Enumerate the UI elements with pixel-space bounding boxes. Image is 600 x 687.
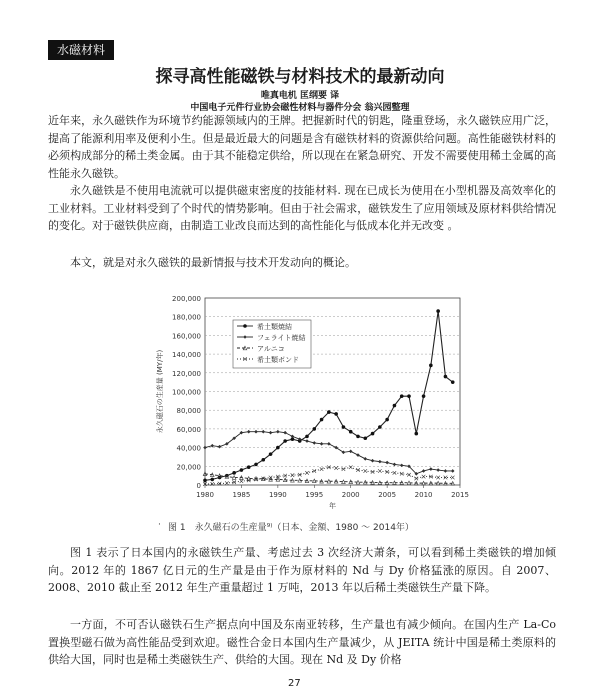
- data-point: [407, 473, 411, 477]
- data-point: [320, 418, 324, 422]
- chart-svg: [140, 290, 500, 510]
- y-tick-label: 0: [196, 482, 201, 490]
- data-point: [371, 432, 375, 436]
- y-tick-label: 200,000: [172, 295, 201, 303]
- data-point: [356, 453, 360, 457]
- data-point: [393, 404, 397, 408]
- data-point: [400, 464, 404, 468]
- legend-label: 希土類ボンド: [257, 356, 299, 364]
- data-point: [327, 442, 331, 446]
- data-point: [385, 461, 389, 465]
- paragraph-magnet-definition: 永久磁铁是不使用电流就可以提供磁束密度的技能材料. 现在已成长为使用在小型机器及高效率化的工业材料。工业材料受到了个时代的情势影响。但由于社会需求，磁铁发生了应用领域及原材料供给情况的变化。对于磁铁供应商，由制造工业改良而达到的高性能化与低成本化并无改变 。: [48, 184, 556, 233]
- data-point: [305, 435, 309, 439]
- y-tick-label: 60,000: [176, 425, 201, 434]
- data-point: [283, 431, 287, 435]
- data-point: [312, 441, 316, 445]
- data-point: [393, 463, 397, 467]
- data-point: [305, 439, 309, 443]
- data-point: [210, 444, 214, 448]
- data-point: [385, 418, 389, 422]
- data-point: [436, 309, 440, 313]
- paragraph-figure-discussion: 图 1 表示了日本国内的永磁铁生产量、考虑过去 3 次经济大萧条，可以看到稀土类磁铁的增加倾向。2012 年的 1867 亿日元的生产量是由于作为原材料的 Nd 与 Dy 价格猛涨的原因。自 2007、2008、2010 截止至 2012 年生产重量超过 1 万吨，2013 年以后稀土类磁铁生产量下降。: [48, 546, 556, 595]
- legend-label: 希土類焼結: [257, 323, 292, 331]
- data-point: [444, 375, 448, 379]
- data-point: [269, 476, 273, 480]
- data-point: [422, 394, 426, 398]
- x-tick-label: 2010: [414, 491, 433, 499]
- data-point: [349, 465, 353, 469]
- legend-label: アルニコ: [257, 345, 285, 353]
- y-tick-label: 20,000: [176, 463, 201, 472]
- data-point: [276, 446, 280, 450]
- data-point: [225, 481, 229, 485]
- figure-caption-text: 图 1 永久磁石の生産量⁹⁾（日本、金額、1980 ～ 2014年）: [168, 523, 414, 533]
- data-point: [429, 364, 433, 368]
- data-point: [363, 469, 367, 473]
- data-point: [422, 469, 426, 473]
- data-point: [327, 410, 331, 414]
- data-point: [283, 439, 287, 443]
- paragraph-production-shift: 一方面，不可否认磁铁石生产据点向中国及东南亚转移，生产量也有减少倾向。在国内生产 La-Co 置换型磁石做为高性能品受到欢迎。磁性合金日本国内生产量减少，从 JEITA 统计中国是稀土类原料的供给大国，同时也是稀土类磁铁生产、供给的大国。现在 Nd 及 Dy 价格: [48, 618, 556, 667]
- data-point: [243, 324, 247, 328]
- data-point: [349, 430, 353, 434]
- data-point: [363, 457, 367, 461]
- data-point: [276, 430, 280, 434]
- data-point: [247, 430, 251, 434]
- data-point: [451, 476, 455, 480]
- data-point: [363, 436, 367, 440]
- data-point: [436, 476, 440, 480]
- data-point: [240, 468, 244, 472]
- data-point: [269, 452, 273, 456]
- data-point: [393, 471, 397, 475]
- y-tick-label: 80,000: [176, 407, 201, 416]
- data-point: [356, 435, 360, 439]
- page-number: 27: [288, 678, 301, 687]
- data-point: [269, 431, 273, 435]
- data-point: [334, 466, 338, 470]
- x-tick-label: 2000: [341, 491, 360, 499]
- data-point: [240, 479, 244, 483]
- y-tick-label: 160,000: [172, 332, 201, 341]
- data-point: [429, 467, 433, 471]
- y-tick-label: 120,000: [172, 369, 201, 378]
- y-tick-label: 140,000: [172, 351, 201, 360]
- data-point: [451, 380, 455, 384]
- section-tag: 水磁材料: [48, 40, 114, 60]
- x-tick-label: 2005: [378, 491, 397, 499]
- data-point: [218, 445, 222, 449]
- data-point: [422, 475, 426, 479]
- data-point: [378, 425, 382, 429]
- y-tick-label: 100,000: [172, 388, 201, 397]
- data-point: [320, 442, 324, 446]
- data-point: [378, 460, 382, 464]
- data-point: [342, 425, 346, 429]
- paragraph-intro: 近年来，永久磁铁作为环境节约能源领域内的王牌。把握新时代的钥匙，隆重登场，永久磁铁应用广泛，提高了能源利用率及便利小生。但是最近最大的问题是含有磁铁材料的资源供给问题。高性能磁铁材料的必须构成部分的稀土类金属。由于其不能稳定供给，所以现在在紧急研究、开发不需要使用稀土金属的高性能永久磁铁。: [48, 114, 556, 180]
- data-point: [451, 469, 455, 473]
- data-point: [203, 446, 207, 450]
- data-point: [371, 459, 375, 463]
- caption-bullet: ·: [158, 520, 161, 530]
- figure-caption: [158, 520, 414, 533]
- x-tick-label: 1985: [232, 491, 251, 499]
- data-point: [378, 469, 382, 473]
- data-point: [400, 394, 404, 398]
- data-point: [349, 450, 353, 454]
- legend-label: フェライト焼結: [257, 334, 306, 342]
- authors-line: 唯真电机 匡纲要 译: [260, 91, 340, 101]
- data-point: [291, 435, 295, 439]
- article-title: 探寻高性能磁铁与材料技术的最新动向: [155, 67, 445, 87]
- data-point: [407, 394, 411, 398]
- data-point: [254, 463, 258, 467]
- data-point: [232, 471, 236, 475]
- y-tick-label: 40,000: [176, 444, 201, 453]
- data-point: [320, 467, 324, 471]
- data-point: [247, 465, 251, 469]
- affiliation-line: 中国电子元件行业协会磁性材料与器件分会 翁兴园整理: [190, 103, 410, 113]
- data-point: [261, 430, 265, 434]
- x-tick-label: 2015: [451, 491, 469, 499]
- y-axis-label: 永久磁石の生産量 (MY/年): [156, 349, 164, 434]
- data-point: [312, 427, 316, 431]
- x-tick-label: 1980: [196, 491, 214, 499]
- production-chart: [140, 290, 500, 510]
- x-tick-label: 1990: [268, 491, 287, 499]
- data-point: [444, 469, 448, 473]
- data-point: [305, 471, 309, 475]
- paragraph-overview: 本文，就是对永久磁铁的最新情报与技术开发动向的概论。: [70, 256, 356, 269]
- data-point: [414, 432, 418, 436]
- data-point: [261, 458, 265, 462]
- x-tick-label: 1995: [305, 491, 324, 499]
- data-point: [436, 468, 440, 472]
- y-tick-label: 180,000: [172, 313, 201, 322]
- data-point: [203, 479, 207, 483]
- data-point: [210, 478, 214, 482]
- data-point: [291, 473, 295, 477]
- data-point: [334, 412, 338, 416]
- data-point: [254, 430, 258, 434]
- x-axis-label: 年: [329, 502, 336, 510]
